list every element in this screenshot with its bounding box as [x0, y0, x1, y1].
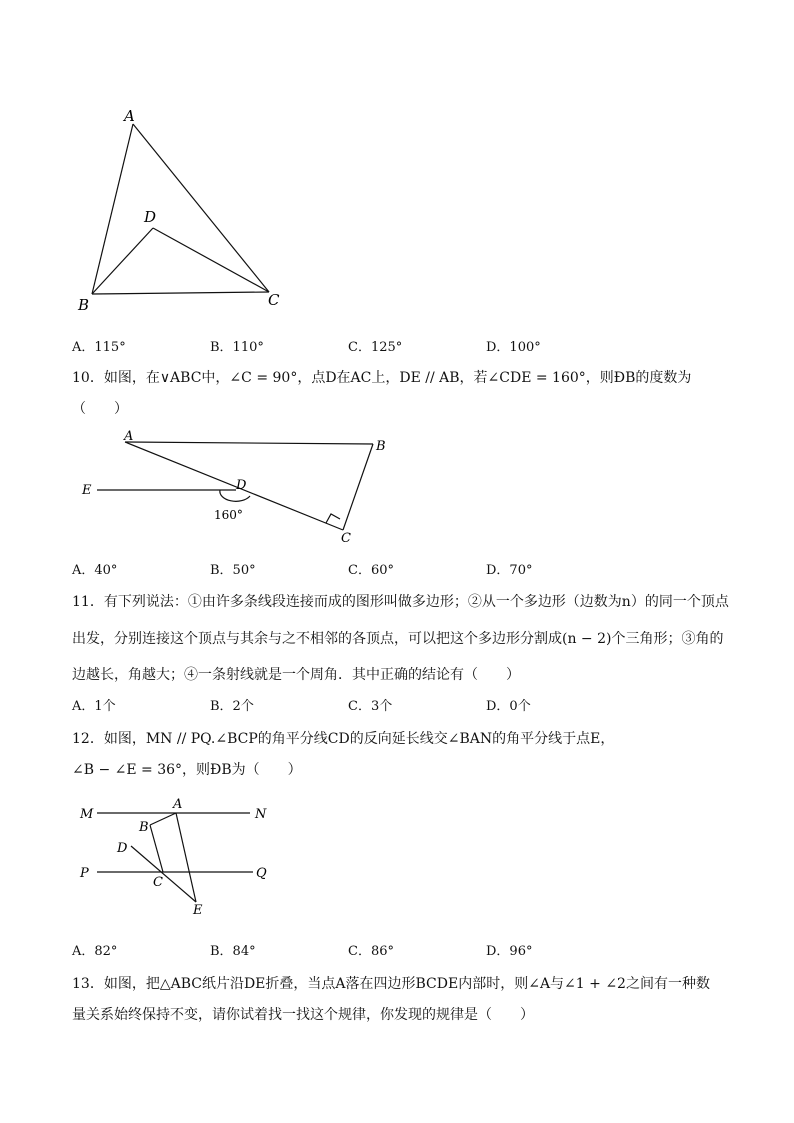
q10-option-a: A．40°	[72, 563, 118, 578]
q11-option-a: A．1个	[72, 699, 116, 714]
label-c: C	[153, 875, 163, 890]
q9-option-b: B．110°	[210, 340, 264, 355]
q10-option-c: C．60°	[348, 563, 394, 578]
label-e: E	[193, 903, 203, 918]
q11-line-2: 出发，分别连接这个顶点与其余与之不相邻的各顶点，可以把这个多边形分割成(n − 2)个三角形；③角的	[72, 631, 724, 647]
q12-option-c: C．86°	[348, 944, 394, 959]
label-c: C	[341, 531, 351, 546]
q12-option-d: D．96°	[486, 944, 533, 959]
label-d: D	[117, 841, 128, 856]
label-a: A	[124, 107, 135, 125]
q9-option-c: C．125°	[348, 340, 403, 355]
label-b: B	[139, 820, 149, 835]
label-a: A	[173, 797, 183, 812]
label-n: N	[255, 807, 267, 822]
q11-option-d: D．0个	[486, 699, 531, 714]
label-p: P	[80, 866, 89, 881]
q10-line-2: （ ）	[72, 401, 128, 417]
q12-line-2: ∠B − ∠E = 36°，则ÐB为（ ）	[72, 762, 302, 778]
label-b: B	[78, 296, 90, 314]
segment-de	[131, 846, 196, 902]
segment-ae	[176, 813, 196, 902]
q10-option-d: D．70°	[486, 563, 533, 578]
q11-option-b: B．2个	[210, 699, 254, 714]
q13-line-2: 量关系始终保持不变，请你试着找一找这个规律，你发现的规律是（ ）	[72, 1007, 534, 1023]
q11-line-1: 11．有下列说法：①由许多条线段连接而成的图形叫做多边形；②从一个多边形（边数为n）的同一个顶点	[72, 594, 729, 610]
q10-line-1: 10．如图，在∨ABC中，∠C = 90°，点D在AC上，DE // AB，若∠CDE = 160°，则ÐB的度数为	[72, 370, 692, 386]
label-a: A	[124, 429, 134, 444]
q12-option-a: A．82°	[72, 944, 118, 959]
segment-ab	[150, 813, 176, 825]
label-e: E	[82, 483, 92, 498]
q9-option-a: A．115°	[72, 340, 126, 355]
q13-line-1: 13．如图，把△ABC纸片沿DE折叠，当点A落在四边形BCDE内部时，则∠A与∠1 + ∠2之间有一种数	[72, 976, 710, 992]
label-q: Q	[256, 866, 267, 881]
q12-line-1: 12．如图，MN // PQ.∠BCP的角平分线CD的反向延长线交∠BAN的角平分线于点E，	[72, 731, 615, 747]
q11-option-c: C．3个	[348, 699, 393, 714]
q9-option-d: D．100°	[486, 340, 541, 355]
label-d: D	[144, 208, 157, 226]
segment-bc	[150, 825, 163, 872]
q12-option-b: B．84°	[210, 944, 256, 959]
label-m: M	[80, 807, 94, 822]
q11-line-3: 边越长，角越大；④一条射线就是一个周角．其中正确的结论有（ ）	[72, 667, 520, 683]
angle-label: 160°	[214, 508, 243, 522]
q10-option-b: B．50°	[210, 563, 256, 578]
label-d: D	[236, 478, 247, 493]
label-c: C	[268, 291, 280, 309]
label-b: B	[376, 439, 386, 454]
